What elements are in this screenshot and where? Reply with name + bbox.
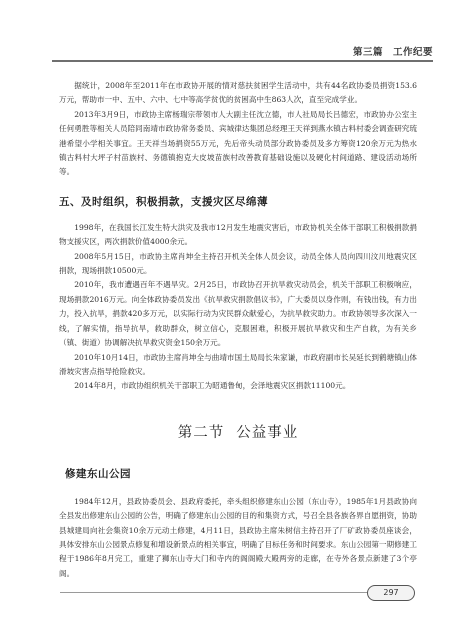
paragraph-school-visit: 2013年3月9日，市政协主席杨瑞宗带领市人大副主任沈立德，市人社局局长吕德宏，市政协办公室主任何勇胜等相关人员陪同南靖市政协常务委员、宾城律达集团总经理王天祥到燕水镇古料村委会调查研究琉港希望小学相关事宜。王天祥当场捐资55万元，先后帝头动员部分政协委员及多方筹资120余万元为热水镇古料村大坪子村苗族村、务德镇抱克大皮坡苗族村改善教育基础设施以及硬化村间道路、建设活动场所等。	[59, 109, 417, 177]
running-header	[52, 44, 433, 62]
section-title	[59, 421, 417, 442]
paragraph-2010-landslide: 2010年10月14日，市政协主席肖坤全与曲靖市国土局局长朱家谦，市政府副市长吴延长到鹤塘镇山体滑坡灾害点指导抢险救灾。	[59, 352, 417, 376]
paragraph-2008-earthquake: 2008年5月15日，市政协主席肖坤全主持召开机关全体人员会议，动员全体人员向四川汶川地震灾区捐款，现场捐款10500元。	[59, 251, 417, 276]
paragraph-donation-statistics: 据统计，2008年至2011年在市政协开展的情对慈扶贫困学生活动中，共有44名政协委员捐资153.6万元，帮助市一中、五中、六中、七中等高学贫优的贫困高中生863人次，直至完成学业。	[59, 81, 417, 105]
footer-rule	[60, 592, 367, 593]
header-title: 工作纪要	[392, 47, 433, 58]
page-content	[59, 79, 417, 581]
section-heading-disaster-relief: 五、及时组织，积极捐款，支援灾区尽绵薄	[59, 195, 268, 208]
paragraph-1998-flood: 1998年，在我国长江发生特大洪灾及我市12月发生地震灾害后，市政协机关全体干部职工积极捐款捐物支援灾区，两次捐款价值4000余元。	[59, 222, 417, 247]
paragraph-2010-drought: 2010年，我市遭遇百年不遇旱灾。2月25日，市政协召开抗旱救灾动员会，机关干部职工积极响应，现场捐款2016万元。向全体政协委员发出《抗旱救灾捐款倡议书》，广大委员以身作则，有钱出钱，有力出力，投入抗旱，捐款420多万元，以实际行动为灾民群众献爱心，为抗旱救灾助力。市政协领导多次深入一线，了解实情，指导抗旱，救助群众，树立信心，克服困难，积极开展抗旱救灾和生产自救，为有关乡（镇、街道）协调解决抗旱救灾资金150余万元。	[59, 280, 417, 348]
paragraph-2014-donation: 2014年8月，市政协组织机关干部职工为昭通鲁甸，会泽地震灾区捐款11100元。	[74, 381, 351, 391]
page-number: 297	[367, 585, 415, 601]
paragraph-dongshan-park: 1984年12月，县政协委员会、县政府委托，牵头组织修建东山公园（东山寺），1985年1月县政协向全县发出修建东山公园的公告，明确了修建东山公园的目的和集资方式，号召全县各族各界自愿捐资，协助县城建局向社会集资10余万元动土修建，4月11日，县政协主席朱树信主持召开了厂矿政协委员座谈会，具体安排东山公园景点修复和增设新景点的相关事宜，明确了目标任务和时间要求。东山公园第一期修建工程于1986年8月完工，重建了狮东山寺大门和寺内的阁阁殿大殿两旁的走廊，在寺外各景点新建了3个亭阁。	[59, 496, 417, 578]
section-title-name: 公益事业	[236, 424, 299, 441]
header-chapter: 第三篇	[352, 47, 383, 58]
subheading-dongshan-park: 修建东山公园	[65, 467, 131, 480]
header-text	[353, 44, 433, 58]
section-title-number: 第二节	[177, 424, 225, 441]
